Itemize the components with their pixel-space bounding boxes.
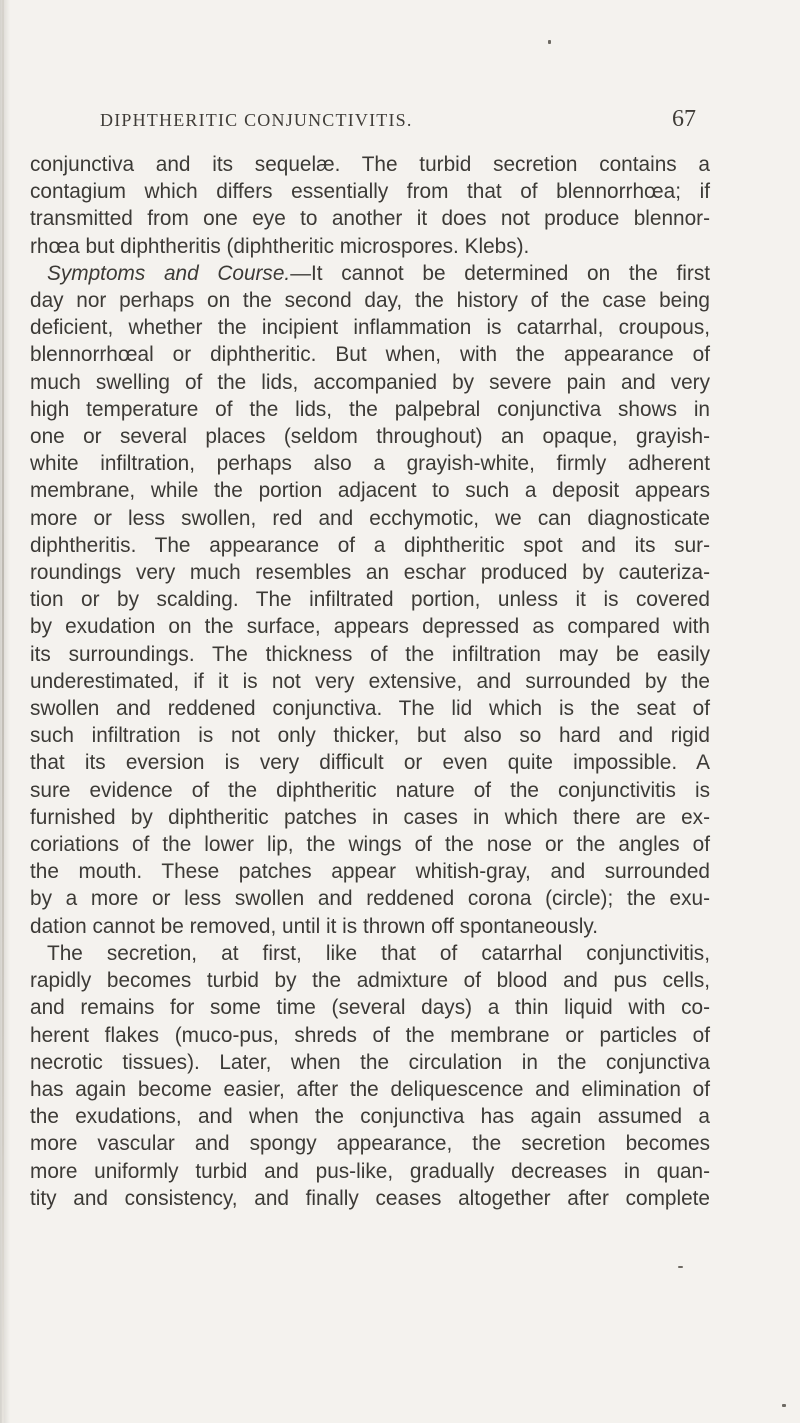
text-line: deficient, whether the incipient inflammation is catarrhal, croupous,: [30, 316, 710, 340]
text-line: rhœa but diphtheritis (diphtheritic microspores. Klebs).: [30, 234, 530, 258]
text-line: much swelling of the lids, accompanied by severe pain and very: [30, 370, 710, 394]
text-line: such infiltration is not only thicker, but also so hard and rigid: [30, 724, 710, 748]
text-line: membrane, while the portion adjacent to such a deposit appears: [30, 479, 710, 503]
text-line: tity and consistency, and finally ceases altogether after complete: [30, 1186, 710, 1210]
text-line: the mouth. These patches appear whitish-gray, and surrounded: [30, 860, 710, 884]
text-line: contagium which differs essentially from that of blennorrhœa; if: [30, 180, 710, 204]
print-speck: [548, 40, 551, 44]
text-line: by a more or less swollen and reddened corona (circle); the exu-: [30, 887, 710, 911]
body-text: [30, 151, 710, 1212]
text-line: high temperature of the lids, the palpebral conjunctiva shows in: [30, 397, 710, 421]
text-line: necrotic tissues). Later, when the circulation in the conjunctiva: [30, 1050, 710, 1074]
text-line: furnished by diphtheritic patches in cases in which there are ex-: [30, 805, 710, 829]
text-line: white infiltration, perhaps also a grayish-white, firmly adherent: [30, 452, 710, 476]
book-binding-edge: [2, 0, 4, 1423]
text-line: one or several places (seldom throughout) an opaque, grayish-: [30, 425, 710, 449]
text-line: blennorrhœal or diphtheritic. But when, with the appearance of: [30, 343, 710, 367]
text-line: underestimated, if it is not very extensive, and surrounded by the: [30, 669, 710, 693]
text-line: by exudation on the surface, appears depressed as compared with: [30, 615, 710, 639]
text-line: more uniformly turbid and pus-like, gradually decreases in quan-: [30, 1159, 710, 1183]
text-line: conjunctiva and its sequelæ. The turbid secretion contains a: [30, 153, 710, 176]
text-line: more vascular and spongy appearance, the secretion becomes: [30, 1132, 710, 1156]
running-head: DIPHTHERITIC CONJUNCTIVITIS.: [100, 110, 413, 130]
text-line: —It cannot be determined on the first: [290, 261, 710, 285]
text-line: swollen and reddened conjunctiva. The lid which is the seat of: [30, 697, 710, 721]
section-heading: Symptoms and Course.: [47, 261, 291, 285]
text-line: tion or by scalding. The infiltrated portion, unless it is covered: [30, 588, 710, 612]
text-line: rapidly becomes turbid by the admixture of blood and pus cells,: [30, 969, 710, 993]
text-line: the exudations, and when the conjunctiva has again assumed a: [30, 1105, 710, 1129]
text-line: its surroundings. The thickness of the infiltration may be easily: [30, 642, 710, 666]
print-speck: [782, 1404, 786, 1407]
page-header: [0, 106, 800, 134]
text-line: herent flakes (muco-pus, shreds of the membrane or particles of: [30, 1023, 710, 1047]
text-line: sure evidence of the diphtheritic nature of the conjunctivitis is: [30, 778, 710, 802]
text-line: more or less swollen, red and ecchymotic, we can diagnosticate: [30, 506, 710, 530]
text-line: The secretion, at first, like that of catarrhal conjunctivitis,: [47, 941, 710, 965]
text-line: that its eversion is very difficult or even quite impossible. A: [30, 751, 710, 775]
text-line: dation cannot be removed, until it is thrown off spontaneously.: [30, 914, 599, 938]
text-line: coriations of the lower lip, the wings of the nose or the angles of: [30, 833, 710, 857]
text-line: has again become easier, after the deliquescence and elimination of: [30, 1077, 710, 1101]
text-line: diphtheritis. The appearance of a diphtheritic spot and its sur-: [30, 533, 710, 557]
print-speck: [678, 1266, 683, 1268]
page-number: 67: [672, 106, 696, 132]
section-heading-line: [30, 260, 710, 287]
text-line: transmitted from one eye to another it does not produce blennor-: [30, 207, 710, 231]
text-line: and remains for some time (several days) a thin liquid with co-: [30, 996, 710, 1020]
text-line: day nor perhaps on the second day, the history of the case being: [30, 289, 710, 313]
text-line: roundings very much resembles an eschar produced by cauteriza-: [30, 561, 710, 585]
